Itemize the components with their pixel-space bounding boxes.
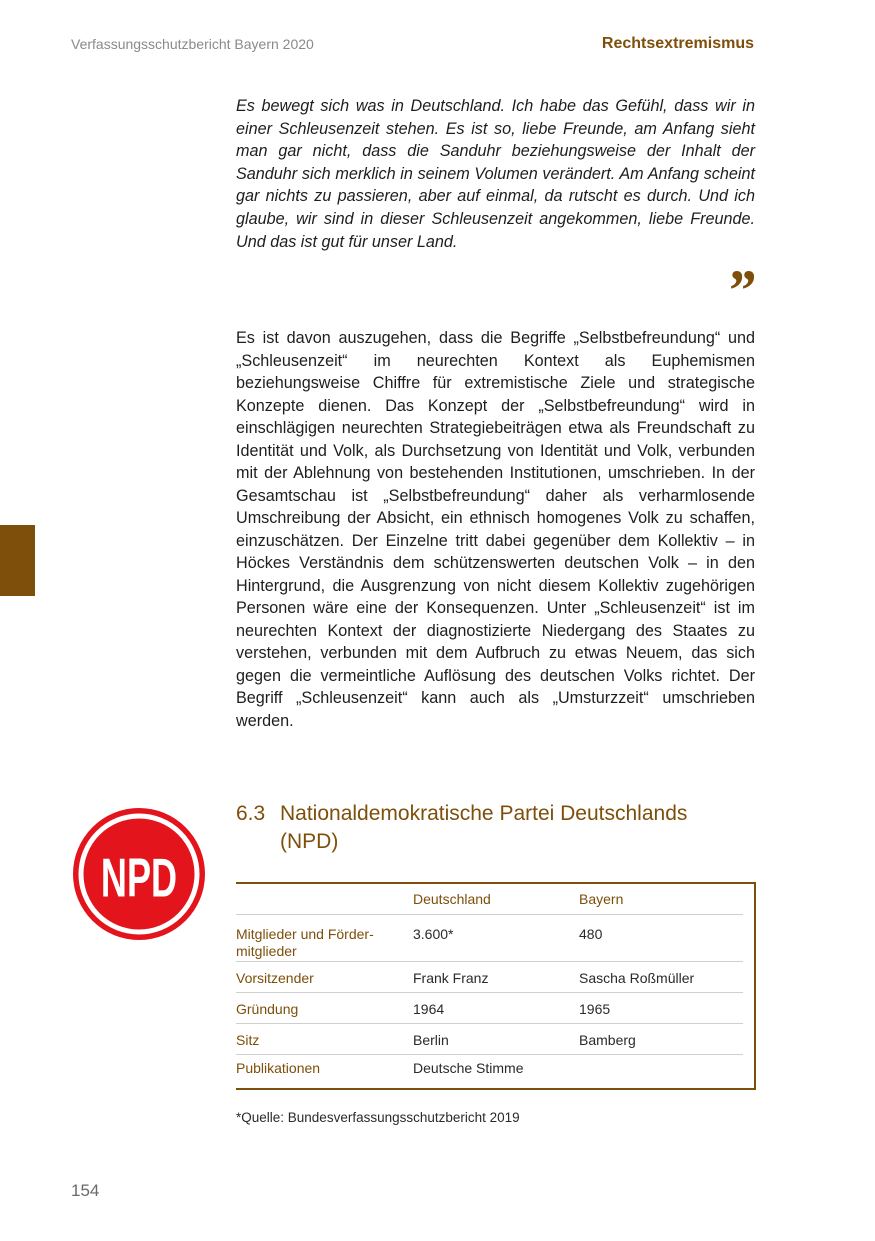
footnote: *Quelle: Bundesverfassungsschutzbericht 2019 [236, 1110, 520, 1125]
table-row [236, 915, 743, 962]
cell-bayern: 1965 [579, 993, 743, 1024]
cell-deutschland: Frank Franz [413, 962, 579, 993]
party-facts-table [236, 882, 756, 1090]
cell-deutschland: Deutsche Stimme [413, 1060, 524, 1076]
row-label: Sitz [236, 1024, 413, 1055]
cell-bayern: Bamberg [579, 1024, 743, 1055]
cell-bayern [579, 1055, 743, 1078]
page-number: 154 [71, 1181, 100, 1200]
table-row [236, 1024, 743, 1055]
section-number: 6.3 [236, 802, 266, 825]
section-heading [236, 800, 755, 856]
section-title: Nationaldemokratische Partei Deutschlands (NPD) [280, 802, 688, 853]
quote-block: Es bewegt sich was in Deutschland. Ich habe das Gefühl, dass wir in einer Schleusenzeit stehen. Es ist so, liebe Freunde, am Anfang sieht man gar nicht, dass die Sanduhr beziehungsweise der Inhalt der Sanduhr sich merklich in seinem Volumen verändert. Am Anfang scheint gar nichts zu passieren, aber auf einmal, da rutscht es durch. Und ich glaube, wir sind in dieser Schleusenzeit angekommen, liebe Freunde. Und das ist gut für unser Land. [236, 97, 755, 251]
running-header-publication: Verfassungsschutzbericht Bayern 2020 [71, 36, 314, 52]
table-row [236, 962, 743, 993]
column-header-blank [236, 891, 413, 915]
body-paragraph: Es ist davon auszugehen, dass die Begriffe „Selbstbefreundung“ und „Schleusenzeit“ im neurechten Kontext als Euphemismen beziehungsweise Chiffre für extremistische Ziele und strategische Konzepte dienen. Das Konzept der „Selbstbefreundung“ wird in einschlägigen neurechten Strategiebeiträgen etwa als Freundschaft zu Identität und Volk, als Durchsetzung von Identität und Volk, verbunden mit der Ablehnung von bestehenden Institutionen, umschrieben. In der Gesamtschau ist „Selbstbefreundung“ daher als verharmlosende Umschreibung der Absicht, ein ethnisch homogenes Volk zu schaffen, einzuschätzen. Der Einzelne tritt dabei gegenüber dem Kollektiv – in Höckes Verständnis dem schützenswerten deutschen Volk – in den Hintergrund, die Ausgrenzung von nicht diesem Kollektiv zugehörigen Personen wäre eine der Konsequenzen. Unter „Schleusenzeit“ ist im neurechten Kontext der diagnostizierte Niedergang des Staates zu verstehen, verbunden mit dem Aufbruch zu etwas Neuem, das sich gegen die vermeintliche Auflösung des deutschen Volks richtet. Der Begriff „Schleusenzeit“ kann auch als „Umsturzzeit“ umschrieben werden. [236, 329, 755, 730]
table-row [236, 993, 743, 1024]
chapter-thumb-tab [0, 525, 35, 596]
row-label: Vorsitzender [236, 962, 413, 993]
table-row [236, 1055, 743, 1078]
cell-bayern: Sascha Roßmüller [579, 962, 743, 993]
cell-deutschland: 3.600* [413, 915, 579, 962]
cell-deutschland: 1964 [413, 993, 579, 1024]
cell-deutschland: Berlin [413, 1024, 579, 1055]
row-label: Publikationen [236, 1060, 321, 1076]
npd-logo-text: NPD [100, 846, 178, 909]
row-label: Mitglieder und Fördermitglieder [236, 915, 413, 962]
cell-bayern: 480 [579, 915, 743, 962]
row-label: Gründung [236, 993, 413, 1024]
npd-logo [71, 806, 207, 942]
running-header-chapter: Rechtsextremismus [601, 35, 754, 52]
closing-quote-mark: ” [726, 258, 755, 323]
column-header-bayern: Bayern [579, 891, 743, 915]
column-header-deutschland: Deutschland [413, 891, 579, 915]
